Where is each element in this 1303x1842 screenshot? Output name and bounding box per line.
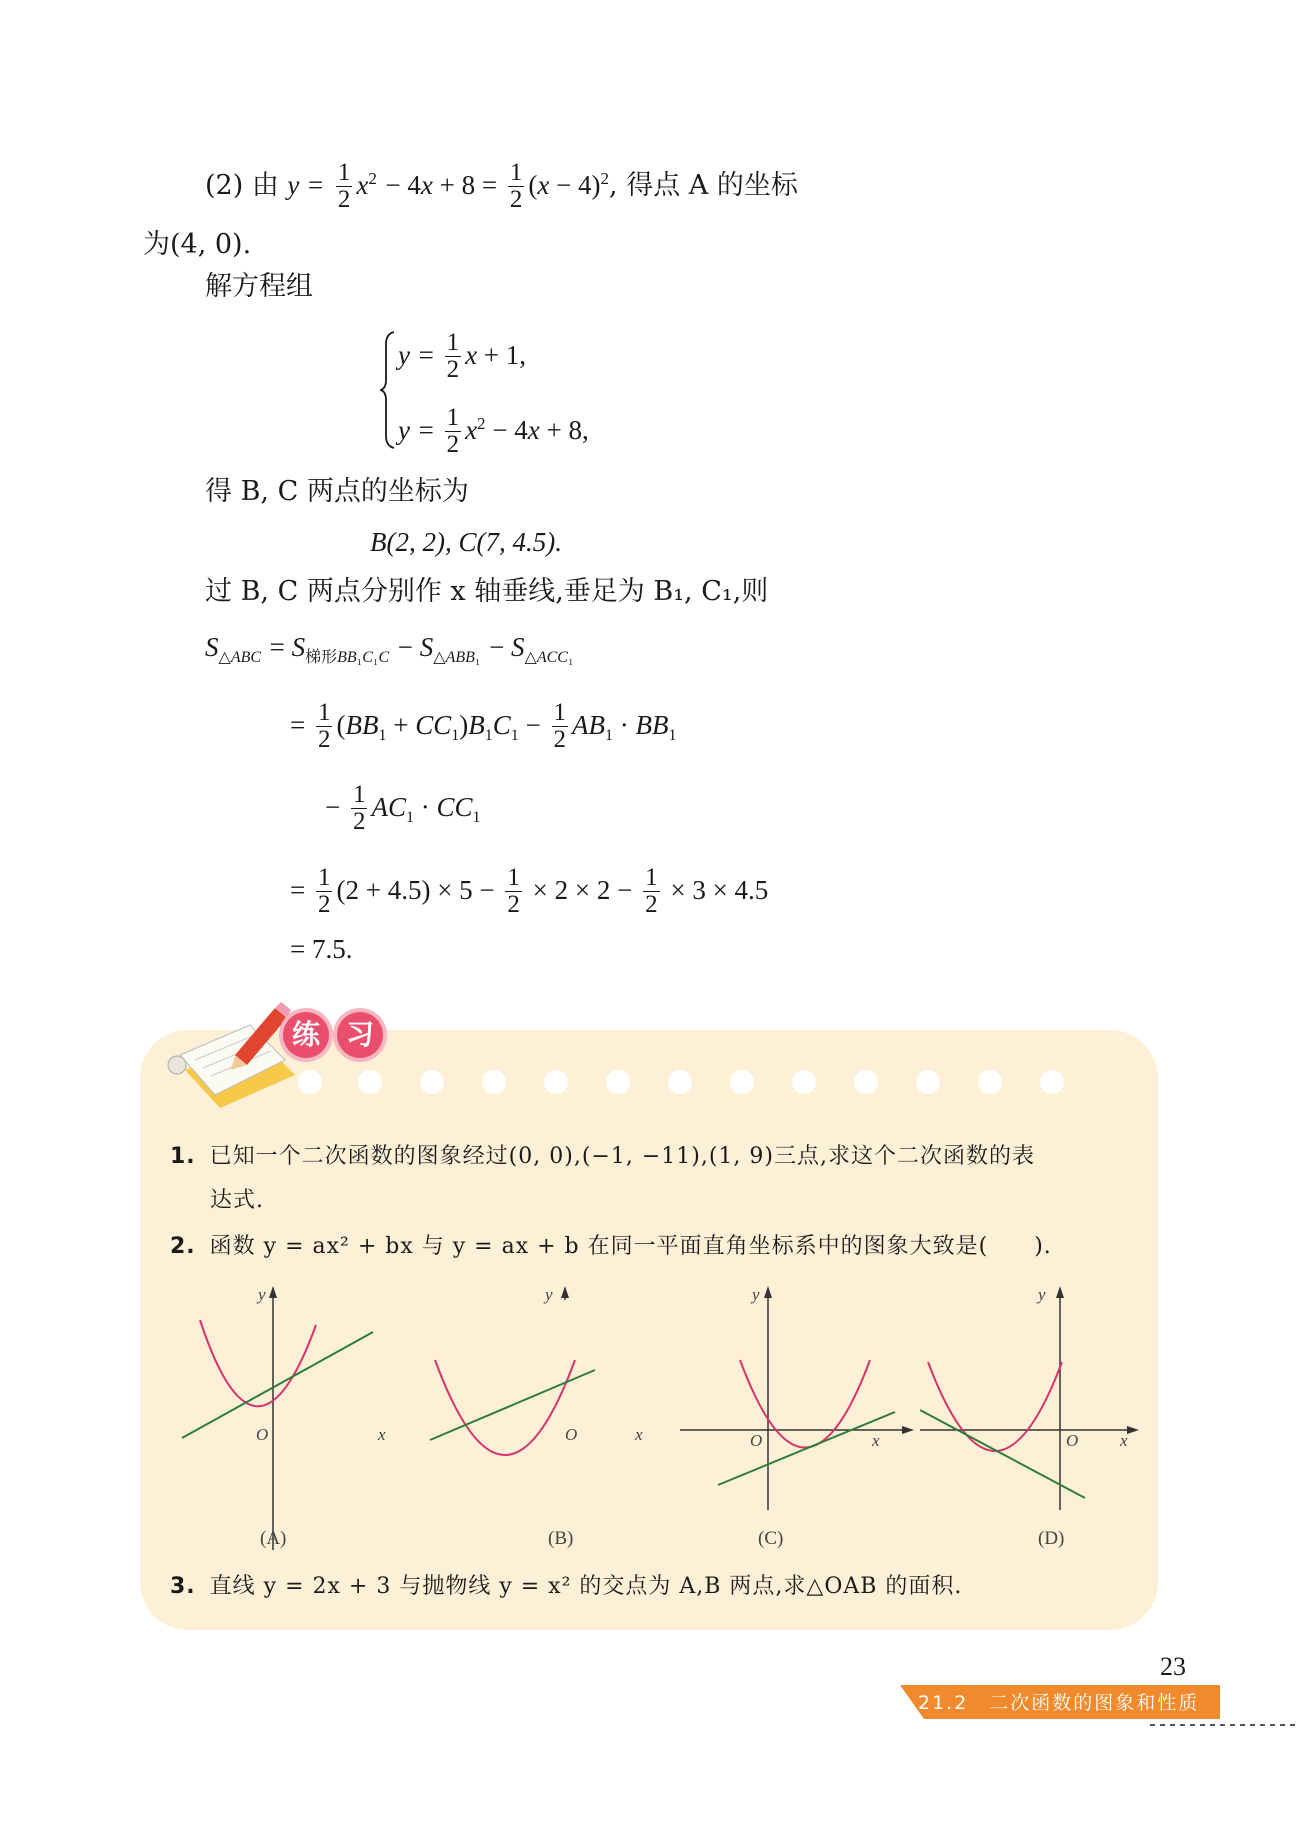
area-step-3: = $\frac{1}{2}$ (2 + 4.5) × 5 − $\frac{1}{2}$ × 2 × 2 − $\frac{1}{2}$ × 3 × 4.5 [290, 864, 769, 918]
part2-tail: , 得点 A 的坐标 [609, 170, 798, 201]
perpendicular-text: 过 B, C 两点分别作 x 轴垂线,垂足为 B₁, C₁,则 [205, 576, 769, 607]
notebook-pencil-icon [165, 1000, 300, 1110]
option-d-origin-label: O [1066, 1431, 1079, 1450]
footer-dashes [1150, 1724, 1300, 1726]
option-a-graph [178, 1280, 418, 1580]
trapezoid-label: 梯形 [305, 649, 338, 666]
bc-label: 得 B, C 两点的坐标为 [205, 476, 469, 507]
system-equation-2: y = $\frac{1}{2}$ $x^2 - 4x + 8$, [398, 404, 589, 458]
practice-title-char-2: 习 [337, 1012, 383, 1058]
option-b-y-label: y [545, 1285, 553, 1304]
part2-label: (2) 由 [205, 170, 279, 201]
page-number: 23 [1160, 1652, 1186, 1681]
area-step-2: − $\frac{1}{2}$ $AC_1 \cdot CC_1$ [325, 781, 481, 835]
question-2: 2. 函数 y = ax² + bx 与 y = ax + b 在同一平面直角坐标系中的图象大致是( ). [170, 1234, 1052, 1259]
system-equation-1: y = $\frac{1}{2}$ x + 1, [398, 329, 527, 383]
option-a-y-label: y [258, 1285, 266, 1304]
option-b-label: (B) [548, 1528, 574, 1549]
option-d-x-label: x [1120, 1431, 1128, 1450]
option-d-label: (D) [1038, 1528, 1065, 1549]
question-3-text: 直线 y = 2x + 3 与抛物线 y = x² 的交点为 A,B 两点,求△OAB 的面积. [209, 1574, 963, 1599]
solution-line-2: 为(4, 0). [143, 229, 252, 260]
practice-title-char-1: 练 [283, 1012, 329, 1058]
option-d-y-label: y [1038, 1285, 1046, 1304]
solution-line-1: (2) 由 y = $\frac{1}{2}$ $x^2 - 4x + 8$ = $\frac{1}{2}$ $(x - 4)^2$, 得点 A 的坐标 [205, 159, 798, 213]
option-c-x-label: x [872, 1431, 880, 1450]
solve-label: 解方程组 [205, 271, 313, 302]
option-c-y-label: y [752, 1285, 760, 1304]
option-c-origin-label: O [750, 1431, 763, 1450]
area-result: = 7.5. [290, 934, 353, 964]
section-title: 21.2 二次函数的图象和性质 [918, 1692, 1200, 1714]
option-a-origin-label: O [256, 1425, 269, 1444]
option-b-origin-label: O [565, 1425, 578, 1444]
option-a-label: (A) [260, 1528, 287, 1549]
option-c-graph [680, 1280, 920, 1580]
question-1-continued: 达式. [210, 1188, 264, 1213]
question-2-text: 函数 y = ax² + bx 与 y = ax + b 在同一平面直角坐标系中的图象大致是( ). [209, 1234, 1052, 1259]
question-1-text: 已知一个二次函数的图象经过(0, 0),(−1, −11),(1, 9)三点,求这个二次函数的表 [209, 1144, 1035, 1169]
left-brace [380, 330, 396, 450]
option-a-x-label: x [378, 1425, 386, 1444]
area-formula: $S_{\triangle ABC} = S_{梯形BB_1C_1C} - S_{\triangle ABB_1} - S_{\triangle ACC_1}$ [205, 632, 574, 666]
question-1: 1. 已知一个二次函数的图象经过(0, 0),(−1, −11),(1, 9)三点,求这个二次函数的表 [170, 1144, 1035, 1169]
option-b-graph [425, 1280, 665, 1580]
question-3: 3. 直线 y = 2x + 3 与抛物线 y = x² 的交点为 A,B 两点,求△OAB 的面积. [170, 1574, 963, 1599]
option-b-x-label: x [635, 1425, 643, 1444]
bc-coordinates: B(2, 2), C(7, 4.5). [370, 527, 562, 557]
option-c-label: (C) [758, 1528, 784, 1549]
area-step-1: = $\frac{1}{2}$ $(BB_1 + CC_1)B_1C_1$ − $\frac{1}{2}$ $AB_1 \cdot BB_1$ [290, 699, 677, 753]
